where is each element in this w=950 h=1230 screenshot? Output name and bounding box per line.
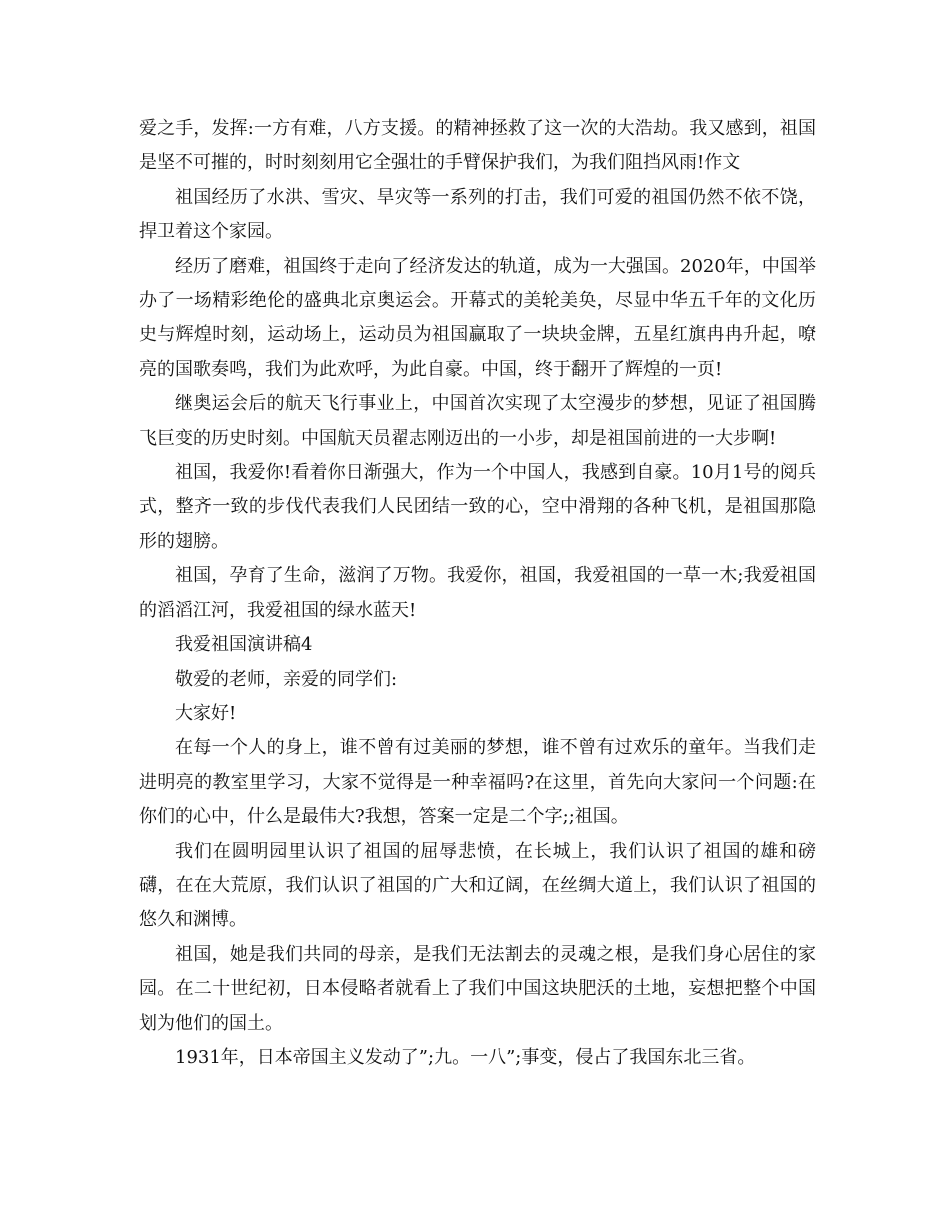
paragraph-continuation: 爱之手，发挥:一方有难，八方支援。的精神拯救了这一次的大浩劫。我又感到，祖国是坚不可摧的，时时刻刻用它全强壮的手臂保护我们，为我们阻挡风雨!作文 bbox=[139, 118, 816, 174]
salutation: 敬爱的老师，亲爱的同学们: bbox=[175, 668, 398, 690]
paragraph: 1931年，日本帝国主义发动了”;九。一八”;事变，侵占了我国东北三省。 bbox=[175, 1046, 756, 1068]
section-title: 我爱祖国演讲稿4 bbox=[175, 634, 313, 656]
paragraph: 祖国经历了水洪、雪灾、旱灾等一系列的打击，我们可爱的祖国仍然不依不饶，捍卫着这个家园。 bbox=[139, 186, 816, 243]
paragraph: 祖国，她是我们共同的母亲，是我们无法割去的灵魂之根，是我们身心居住的家园。在二十世纪初，日本侵略者就看上了我们中国这块肥沃的土地，妄想把整个中国划为他们的国土。 bbox=[139, 943, 816, 1034]
document-body bbox=[139, 112, 816, 1075]
paragraph: 继奥运会后的航天飞行事业上，中国首次实现了太空漫步的梦想，见证了祖国腾飞巨变的历史时刻。中国航天员翟志刚迈出的一小步，却是祖国前进的一大步啊! bbox=[139, 393, 816, 449]
greeting: 大家好! bbox=[175, 702, 237, 724]
paragraph: 祖国，孕育了生命，滋润了万物。我爱你，祖国，我爱祖国的一草一木;我爱祖国的滔滔江河，我爱祖国的绿水蓝天! bbox=[139, 565, 816, 621]
paragraph: 我们在圆明园里认识了祖国的屈辱悲愤，在长城上，我们认识了祖国的雄和磅礴，在在大荒原，我们认识了祖国的广大和辽阔，在丝绸大道上，我们认识了祖国的悠久和渊博。 bbox=[139, 840, 816, 931]
paragraph: 在每一个人的身上，谁不曾有过美丽的梦想，谁不曾有过欢乐的童年。当我们走进明亮的教室里学习，大家不觉得是一种幸福吗?在这里，首先向大家问一个问题:在你们的心中，什么是最伟大?我想，答案一定是二个字;;祖国。 bbox=[139, 737, 816, 828]
paragraph: 祖国，我爱你!看着你日渐强大，作为一个中国人，我感到自豪。10月1号的阅兵式，整齐一致的步伐代表我们人民团结一致的心，空中滑翔的各种飞机，是祖国那隐形的翅膀。 bbox=[139, 462, 816, 552]
paragraph: 经历了磨难，祖国终于走向了经济发达的轨道，成为一大强国。2020年，中国举办了一场精彩绝伦的盛典北京奥运会。开幕式的美轮美奂，尽显中华五千年的文化历史与辉煌时刻，运动场上，运动员为祖国赢取了一块块金牌，五星红旗冉冉升起，嘹亮的国歌奏鸣，我们为此欢呼，为此自豪。中国，终于翻开了辉煌的一页! bbox=[139, 255, 816, 380]
